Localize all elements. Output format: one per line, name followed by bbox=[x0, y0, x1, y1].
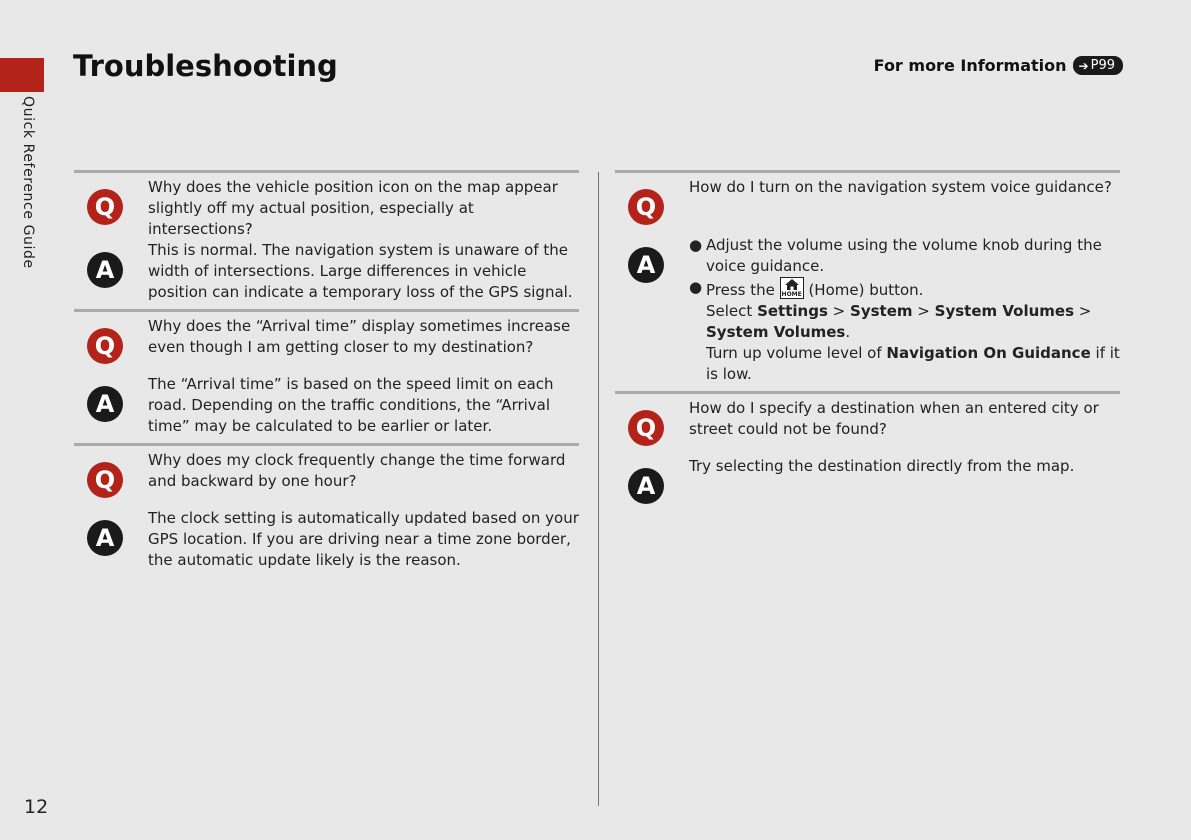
home-key-icon bbox=[780, 277, 804, 299]
answer-badge-icon: A bbox=[87, 252, 123, 288]
menu-path-system: System bbox=[850, 302, 913, 320]
bullet-item bbox=[689, 277, 1120, 385]
question-badge-icon: Q bbox=[87, 189, 123, 225]
answer-text: Try selecting the destination directly from the map. bbox=[689, 457, 1075, 475]
bullet-text: Adjust the volume using the volume knob during the voice guidance. bbox=[706, 236, 1102, 275]
question-row bbox=[615, 398, 1120, 456]
question-row bbox=[74, 450, 579, 508]
page-reference-link[interactable] bbox=[1073, 56, 1123, 75]
answer-badge-icon: A bbox=[87, 520, 123, 556]
question-badge-icon: Q bbox=[628, 189, 664, 225]
answer-badge-icon: A bbox=[628, 247, 664, 283]
qa-block bbox=[615, 391, 1120, 504]
section-tab-marker bbox=[0, 58, 44, 92]
column-divider bbox=[598, 172, 599, 806]
left-column bbox=[74, 170, 579, 577]
more-info-reference[interactable] bbox=[874, 56, 1123, 75]
answer-row bbox=[615, 235, 1120, 385]
bullet-body bbox=[706, 277, 1120, 385]
select-word: Select bbox=[706, 302, 753, 320]
path-separator: > bbox=[917, 302, 930, 320]
qa-block bbox=[74, 443, 579, 571]
page-title: Troubleshooting bbox=[73, 49, 338, 83]
answer-row bbox=[74, 374, 579, 437]
question-text: How do I specify a destination when an entered city or street could not be found? bbox=[689, 399, 1099, 438]
qa-block bbox=[74, 170, 579, 303]
navigation-on-guidance-label: Navigation On Guidance bbox=[886, 344, 1091, 362]
answer-row bbox=[74, 240, 579, 303]
if-low-text: if it is low. bbox=[706, 344, 1120, 383]
home-key-label: HOME bbox=[781, 291, 802, 298]
bullet-icon: ● bbox=[689, 278, 703, 296]
path-separator: > bbox=[832, 302, 846, 320]
bullet-item bbox=[689, 235, 1120, 277]
question-row bbox=[615, 177, 1120, 235]
answer-badge-icon: A bbox=[628, 468, 664, 504]
question-row bbox=[74, 316, 579, 374]
press-the-text: Press the bbox=[706, 281, 775, 299]
qa-block bbox=[74, 309, 579, 437]
home-button-text: (Home) button. bbox=[808, 281, 924, 299]
arrow-right-icon: ➔ bbox=[1078, 58, 1089, 73]
menu-path-system-volumes-item: System Volumes bbox=[706, 323, 846, 341]
answer-text bbox=[689, 235, 1120, 385]
qa-block bbox=[615, 170, 1120, 385]
more-info-label: For more Information bbox=[873, 56, 1067, 75]
answer-text: This is normal. The navigation system is unaware of the width of intersections. Large differences in vehicle position can indicate a temporary loss of the GPS signal. bbox=[148, 241, 573, 301]
page-number: 12 bbox=[24, 796, 49, 818]
period: . bbox=[845, 323, 851, 341]
right-column bbox=[615, 170, 1120, 510]
question-badge-icon: Q bbox=[628, 410, 664, 446]
answer-text: The “Arrival time” is based on the speed limit on each road. Depending on the traffic conditions, the “Arrival time” may be calculated to be earlier or later. bbox=[148, 375, 554, 435]
question-row bbox=[74, 177, 579, 240]
question-text: Why does the vehicle position icon on the map appear slightly off my actual position, especially at intersections? bbox=[148, 178, 558, 238]
question-text: How do I turn on the navigation system voice guidance? bbox=[689, 178, 1112, 196]
menu-path-system-volumes: System Volumes bbox=[934, 302, 1074, 320]
bullet-icon: ● bbox=[689, 236, 703, 254]
side-section-label: Quick Reference Guide bbox=[20, 96, 36, 269]
answer-row bbox=[615, 456, 1120, 504]
page-reference-number: P99 bbox=[1090, 58, 1115, 73]
question-text: Why does my clock frequently change the time forward and backward by one hour? bbox=[148, 451, 566, 490]
question-text: Why does the “Arrival time” display sometimes increase even though I am getting closer to my destination? bbox=[148, 317, 571, 356]
answer-text: The clock setting is automatically updated based on your GPS location. If you are driving near a time zone border, the automatic update likely is the reason. bbox=[148, 509, 579, 569]
turn-up-text: Turn up volume level of bbox=[706, 344, 882, 362]
menu-path-settings: Settings bbox=[757, 302, 828, 320]
answer-badge-icon: A bbox=[87, 386, 123, 422]
question-badge-icon: Q bbox=[87, 328, 123, 364]
answer-row bbox=[74, 508, 579, 571]
path-separator: > bbox=[1078, 302, 1092, 320]
question-badge-icon: Q bbox=[87, 462, 123, 498]
